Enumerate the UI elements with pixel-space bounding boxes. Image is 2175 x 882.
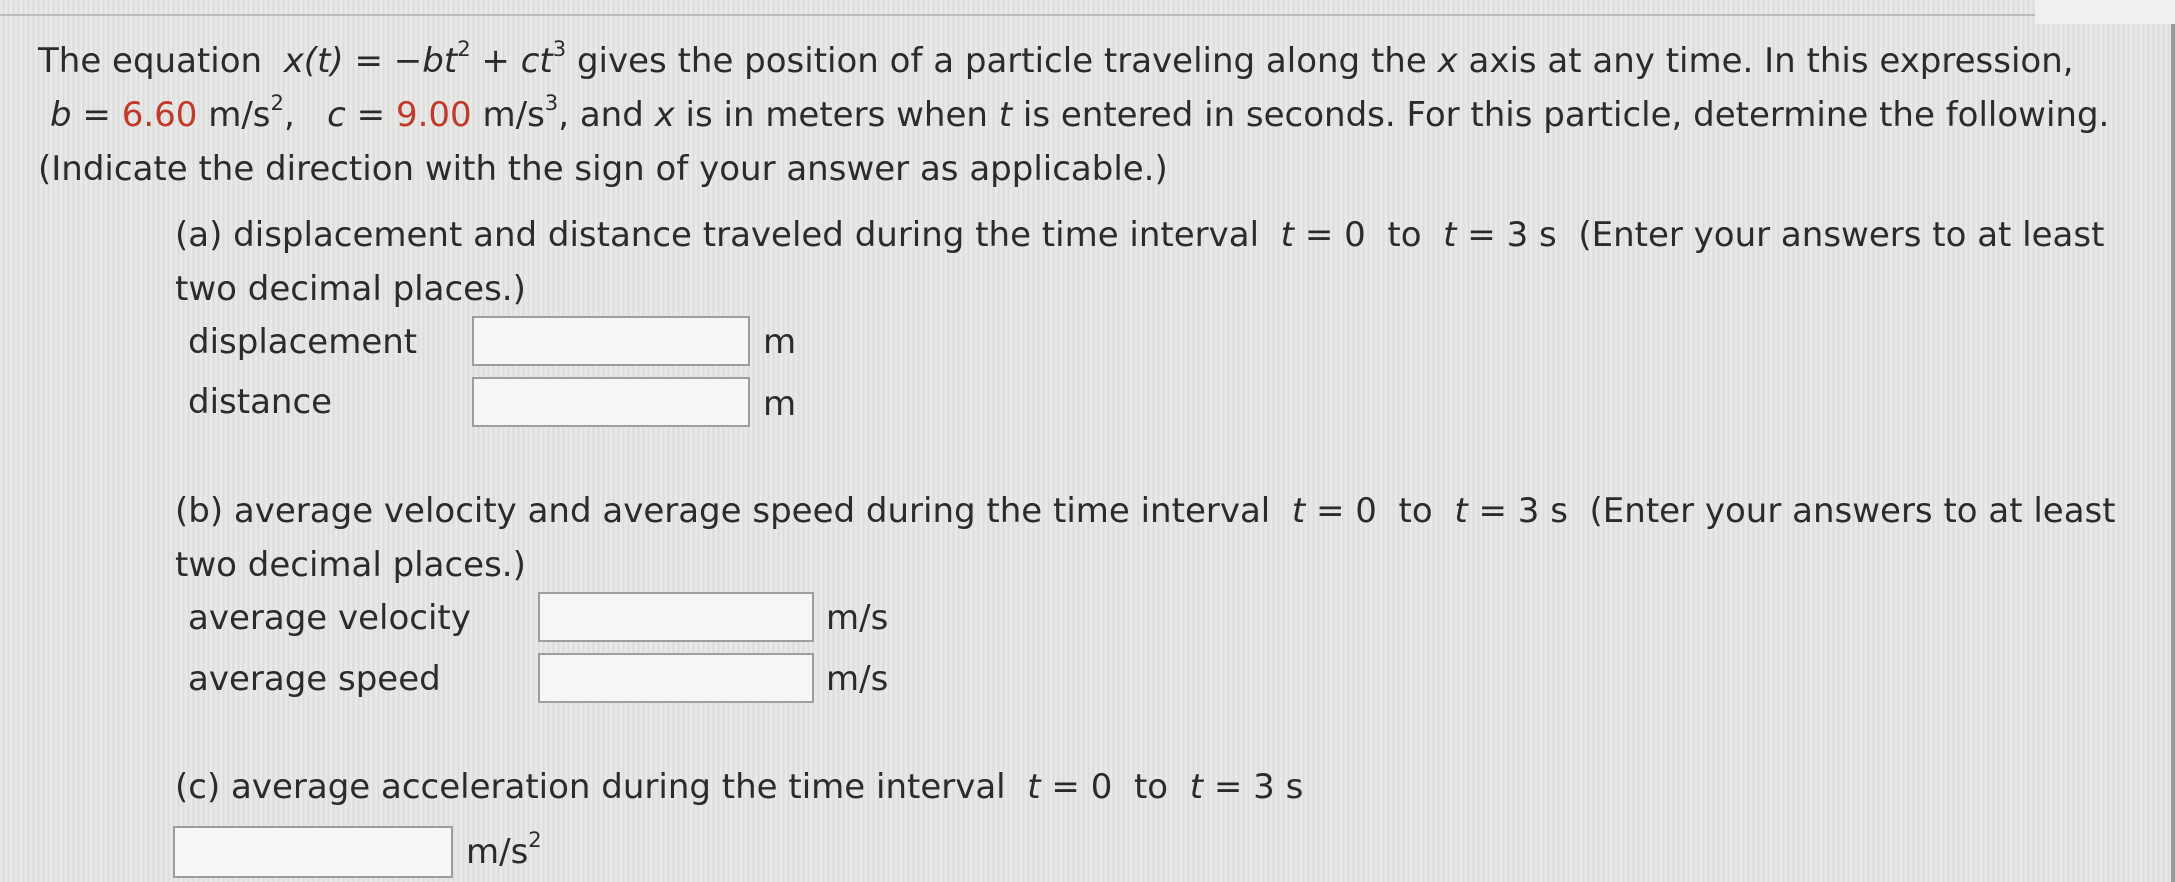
part-b-eq2: = 3 s (Enter your answers to at least bbox=[1467, 491, 2116, 531]
stem-intro: The equation bbox=[38, 41, 263, 81]
c-value: 9.00 bbox=[395, 95, 472, 135]
line2-text: is in meters when bbox=[674, 95, 999, 135]
distance-unit: m bbox=[763, 384, 797, 424]
part-a-line-1 bbox=[175, 208, 2104, 262]
c-unit-exponent: 3 bbox=[544, 90, 559, 116]
part-a-prompt bbox=[175, 208, 2104, 316]
stem-x-var: x bbox=[1437, 41, 1458, 81]
stem-c-term: ct bbox=[520, 41, 553, 81]
part-c-eq2: = 3 s bbox=[1203, 767, 1304, 807]
line2-t-var: t bbox=[998, 95, 1013, 135]
average-velocity-label: average velocity bbox=[188, 598, 471, 638]
stem-plus: + bbox=[470, 41, 521, 81]
b-unit-exponent: 2 bbox=[270, 90, 284, 116]
c-unit: m/s bbox=[471, 95, 545, 135]
line2-text-end: is entered in seconds. For this particle, determine the following. bbox=[1012, 95, 2110, 135]
distance-input[interactable] bbox=[472, 377, 750, 427]
b-unit: m/s bbox=[197, 95, 271, 135]
part-a-eq1: = 0 to bbox=[1294, 215, 1444, 255]
part-a-t2: t bbox=[1443, 215, 1457, 255]
part-a-t1: t bbox=[1280, 215, 1295, 255]
acceleration-unit-base: m/s bbox=[466, 832, 529, 872]
part-c-prompt bbox=[175, 760, 1303, 814]
part-b-text: (b) average velocity and average speed during the time interval bbox=[175, 491, 1292, 531]
average-acceleration-input[interactable] bbox=[173, 826, 453, 878]
stem-text-end: axis at any time. In this expression, bbox=[1457, 41, 2074, 81]
average-speed-unit: m/s bbox=[826, 659, 889, 699]
average-speed-label: average speed bbox=[188, 659, 441, 699]
right-border bbox=[2171, 24, 2175, 882]
part-b-line-2: two decimal places.) bbox=[175, 545, 526, 585]
average-speed-input[interactable] bbox=[538, 653, 814, 703]
question-stem bbox=[38, 34, 2148, 196]
stem-function: x(t) bbox=[283, 41, 344, 81]
part-b-t2: t bbox=[1454, 491, 1468, 531]
part-b-eq1: = 0 to bbox=[1305, 491, 1455, 531]
part-a-text: (a) displacement and distance traveled during the time interval bbox=[175, 215, 1281, 255]
line2-and: , and bbox=[558, 95, 655, 135]
part-c-text: (c) average acceleration during the time interval bbox=[175, 767, 1028, 807]
c-variable: c bbox=[327, 95, 346, 135]
c-equals: = bbox=[345, 95, 396, 135]
displacement-unit: m bbox=[763, 322, 797, 362]
stem-line-1 bbox=[38, 34, 2148, 88]
part-b-prompt bbox=[175, 484, 2116, 592]
part-c-eq1: = 0 to bbox=[1040, 767, 1190, 807]
distance-label: distance bbox=[188, 382, 333, 422]
part-c-t1: t bbox=[1027, 767, 1041, 807]
part-a-eq2: = 3 s (Enter your answers to at least bbox=[1456, 215, 2105, 255]
stem-b-term: bt bbox=[422, 41, 458, 81]
displacement-label: displacement bbox=[188, 322, 418, 362]
stem-c-exponent: 3 bbox=[552, 36, 567, 62]
part-a-line-2: two decimal places.) bbox=[175, 269, 526, 309]
part-b-line-1 bbox=[175, 484, 2116, 538]
stem-b-exponent: 2 bbox=[457, 36, 471, 62]
b-variable: b bbox=[50, 95, 72, 135]
stem-text: gives the position of a particle traveling along the bbox=[566, 41, 1438, 81]
average-velocity-unit: m/s bbox=[826, 598, 889, 638]
separator: , bbox=[283, 95, 328, 135]
stem-line-2 bbox=[38, 88, 2148, 142]
average-acceleration-unit bbox=[466, 827, 542, 872]
part-b-t1: t bbox=[1291, 491, 1306, 531]
displacement-input[interactable] bbox=[472, 316, 750, 366]
part-c-t2: t bbox=[1189, 767, 1204, 807]
part-c-line-1 bbox=[175, 760, 1303, 814]
acceleration-unit-exponent: 2 bbox=[528, 827, 542, 853]
stem-line-3: (Indicate the direction with the sign of your answer as applicable.) bbox=[38, 149, 1168, 189]
line2-x-var: x bbox=[654, 95, 675, 135]
b-equals: = bbox=[71, 95, 122, 135]
average-velocity-input[interactable] bbox=[538, 592, 814, 642]
corner-panel bbox=[2035, 0, 2175, 24]
top-border bbox=[0, 0, 2175, 16]
stem-equals: = − bbox=[343, 41, 423, 81]
b-value: 6.60 bbox=[121, 95, 198, 135]
